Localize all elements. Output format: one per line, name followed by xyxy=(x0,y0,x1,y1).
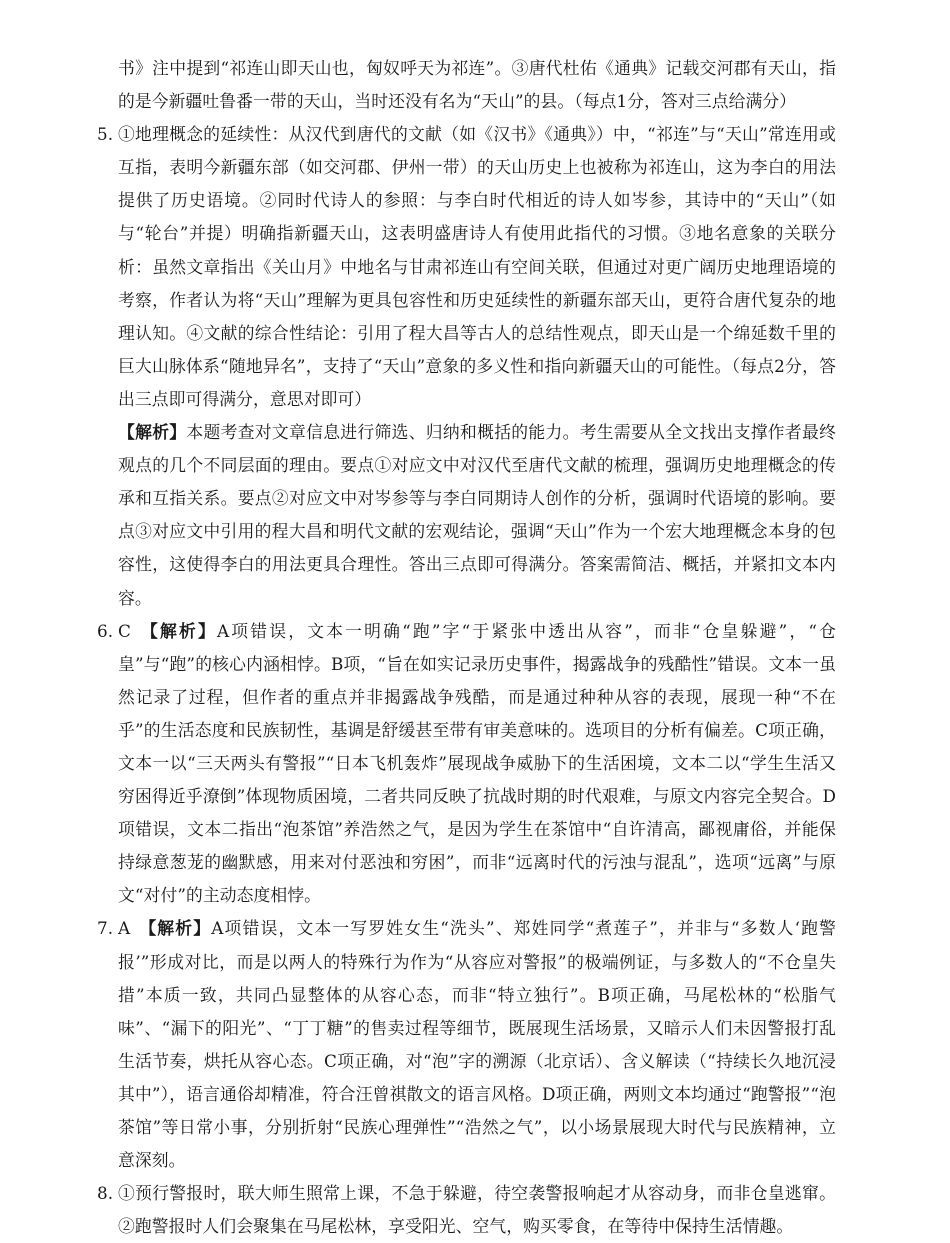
question-7 xyxy=(97,912,837,1177)
answer-letter: C xyxy=(118,620,131,641)
intro-text: 书》注中提到“祁连山即天山也，匈奴呼天为祁连”。③唐代杜佑《通典》记载交河郡有天山，指的是今新疆吐鲁番一带的天山，当时还没有名为“天山”的县。（每点1分，答对三点给满分） xyxy=(118,58,836,112)
question-6 xyxy=(97,615,836,913)
intro-continuation xyxy=(118,52,836,118)
question-5-analysis xyxy=(118,416,836,615)
analysis-tag: 【解析】 xyxy=(138,918,212,939)
question-number: 7. xyxy=(97,918,114,939)
analysis-text: A项错误，文本一写罗姓女生“洗头”、郑姓同学“煮莲子”，并非与“多数人‘跑警报’”形成对比，而是以两人的特殊行为作为“从容应对警报”的极端例证，与多数人的“不仓皇失措”本质一致，共同凸显整体的从容心态，而非“特立独行”。B项正确，马尾松林的“松脂气味”、“漏下的阳光”、“丁丁糖”的售卖过程等细节，既展现生活场景，又暗示人们未因警报打乱生活节奏，烘托从容心态。C项正确，对“泡”字的溯源（北京话）、含义解读（“持续长久地沉浸其中”），语言通俗却精准，符合汪曾祺散文的语言风格。D项正确，两则文本均通过“跑警报”“泡茶馆”等日常小事，分别折射“民族心理弹性”“浩然之气”，以小场景展现大时代与民族精神，立意深刻。 xyxy=(118,918,837,1171)
analysis-text: 本题考查对文章信息进行筛选、归纳和概括的能力。考生需要从全文找出支撑作者最终观点的几个不同层面的理由。要点①对应文中对汉代至唐代文献的梳理，强调历史地理概念的传承和互指关系。要点②对应文中对岑参等与李白同期诗人创作的分析，强调时代语境的影响。要点③对应文中引用的程大昌和明代文献的宏观结论，强调“天山”作为一个宏大地理概念本身的包容性，这使得李白的用法更具合理性。答出三点即可得满分。答案需简洁、概括，并紧扣文本内容。 xyxy=(118,422,836,608)
question-8-answer: ①预行警报时，联大师生照常上课，不急于躲避，待空袭警报响起才从容动身，而非仓皇逃窜。②跑警报时人们会聚集在马尾松林，享受阳光、空气，购买零食，在等待中保持生活情趣。 xyxy=(118,1183,836,1237)
answer-page xyxy=(97,52,837,1243)
analysis-tag: 【解析】 xyxy=(118,422,187,443)
answer-letter: A xyxy=(118,918,131,939)
question-7-analysis xyxy=(118,912,836,1177)
question-number: 6. xyxy=(97,620,114,641)
question-8 xyxy=(97,1177,836,1243)
question-6-analysis xyxy=(118,615,836,913)
question-5-answer: ①地理概念的延续性：从汉代到唐代的文献（如《汉书》《通典》）中，“祁连”与“天山”常连用或互指，表明今新疆东部（如交河郡、伊州一带）的天山历史上也被称为祁连山，这为李白的用法提供了历史语境。②同时代诗人的参照：与李白时代相近的诗人如岑参，其诗中的“天山”（如与“轮台”并提）明确指新疆天山，这表明盛唐诗人有使用此指代的习惯。③地名意象的关联分析：虽然文章指出《关山月》中地名与甘肃祁连山有空间关联，但通过对更广阔历史地理语境的考察，作者认为将“天山”理解为更具包容性和历史延续性的新疆东部天山，更符合唐代复杂的地理认知。④文献的综合性结论：引用了程大昌等古人的总结性观点，即天山是一个绵延数千里的巨大山脉体系“随地异名”，支持了“天山”意象的多义性和指向新疆天山的可能性。（每点2分，答出三点即可得满分，意思对即可） xyxy=(118,124,836,409)
analysis-text: A项错误，文本一明确“跑”字“于紧张中透出从容”，而非“仓皇躲避”，“仓皇”与“跑”的核心内涵相悖。B项，“旨在如实记录历史事件，揭露战争的残酷性”错误。文本一虽然记录了过程，但作者的重点并非揭露战争残酷，而是通过种种从容的表现，展现一种“不在乎”的生活态度和民族韧性，基调是舒缓甚至带有审美意味的。选项目的分析有偏差。C项正确，文本一以“三天两头有警报”“日本飞机轰炸”展现战争威胁下的生活困境，文本二以“学生生活又穷困得近乎潦倒”体现物质困境，二者共同反映了抗战时期的时代艰难，与原文内容完全契合。D项错误，文本二指出“泡茶馆”养浩然之气，是因为学生在茶馆中“自许清高，鄙视庸俗，并能保持绿意葱茏的幽默感，用来对付恶浊和穷困”，而非“远离时代的污浊与混乱”，选项“远离”与原文“对付”的主动态度相悖。 xyxy=(118,620,836,906)
analysis-tag: 【解析】 xyxy=(138,620,217,641)
question-number: 5. xyxy=(97,124,114,145)
question-number: 8. xyxy=(97,1183,114,1204)
question-5 xyxy=(97,118,836,614)
